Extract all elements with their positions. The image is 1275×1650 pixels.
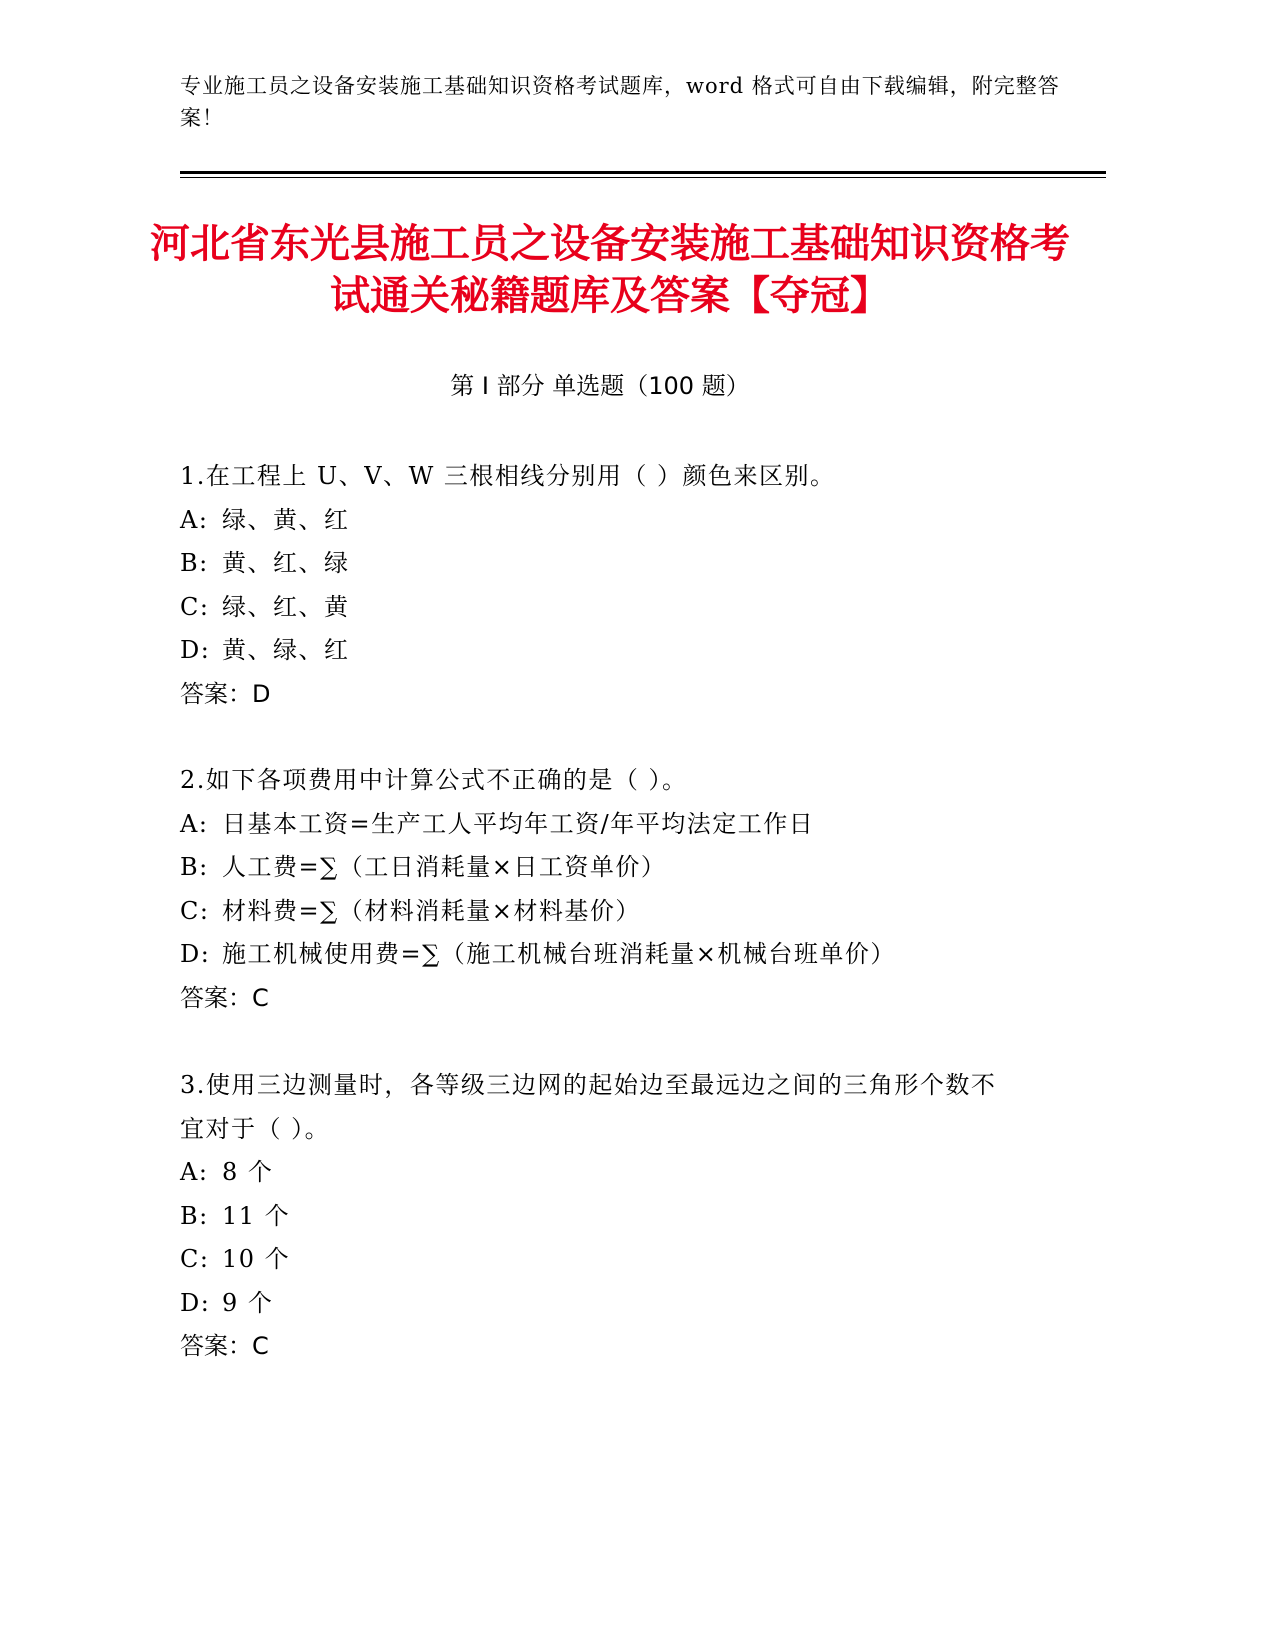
question-2 [180, 759, 1040, 1020]
answer: 答案：C [180, 983, 269, 1012]
option-text: 绿、黄、红 [222, 505, 350, 534]
header-divider-thin [180, 177, 1106, 178]
option-key: B: [180, 1201, 209, 1230]
header-divider-thick [180, 171, 1106, 174]
option-key: A: [180, 1158, 209, 1186]
option-text: 材料费=∑（材料消耗量×材料基价） [222, 896, 641, 925]
option-key: D: [180, 636, 211, 664]
section-heading: 第 I 部分 单选题（100 题） [450, 372, 750, 400]
option-text: 黄、绿、红 [222, 636, 350, 664]
question-3 [180, 1064, 1020, 1369]
option-key: C: [180, 1245, 210, 1273]
answer: 答案：D [180, 679, 271, 708]
option-key: D: [180, 940, 211, 968]
option-key: B: [180, 853, 209, 881]
option-key: A: [180, 809, 209, 838]
question-1 [180, 455, 1040, 716]
option-text: 施工机械使用费=∑（施工机械台班消耗量×机械台班单价） [222, 940, 896, 968]
option-a [180, 803, 1040, 847]
option-key: B: [180, 549, 209, 577]
question-stem: 2.如下各项费用中计算公式不正确的是（ ）。 [180, 766, 688, 794]
option-b [180, 1195, 1020, 1239]
answer: 答案：C [180, 1332, 269, 1360]
option-d [180, 629, 1040, 673]
option-key: C: [180, 896, 210, 925]
header-note: 专业施工员之设备安装施工基础知识资格考试题库，word 格式可自由下载编辑，附完整答案！ [180, 74, 1060, 130]
option-text: 日基本工资=生产工人平均年工资/年平均法定工作日 [222, 809, 815, 838]
option-text: 黄、红、绿 [222, 549, 350, 577]
question-stem: 3.使用三边测量时，各等级三边网的起始边至最远边之间的三角形个数不宜对于（ ）。 [180, 1071, 997, 1143]
option-text: 8 个 [222, 1158, 274, 1186]
option-text: 人工费=∑（工日消耗量×日工资单价） [222, 853, 667, 881]
option-text: 9 个 [222, 1288, 274, 1317]
option-b [180, 846, 1040, 890]
option-key: A: [180, 505, 209, 534]
question-stem: 1.在工程上 U、V、W 三根相线分别用（ ）颜色来区别。 [180, 462, 836, 490]
option-text: 11 个 [222, 1201, 291, 1230]
option-c [180, 1238, 1020, 1282]
option-c [180, 586, 1040, 630]
option-b [180, 542, 1040, 586]
option-d [180, 1282, 1020, 1326]
option-d [180, 933, 1040, 977]
option-key: D: [180, 1288, 211, 1317]
option-text: 10 个 [222, 1245, 291, 1273]
option-c [180, 890, 1040, 934]
document-title: 河北省东光县施工员之设备安装施工基础知识资格考试通关秘籍题库及答案【夺冠】 [150, 221, 1070, 319]
option-key: C: [180, 592, 210, 621]
option-text: 绿、红、黄 [222, 592, 350, 621]
option-a [180, 1151, 1020, 1195]
option-a [180, 499, 1040, 543]
